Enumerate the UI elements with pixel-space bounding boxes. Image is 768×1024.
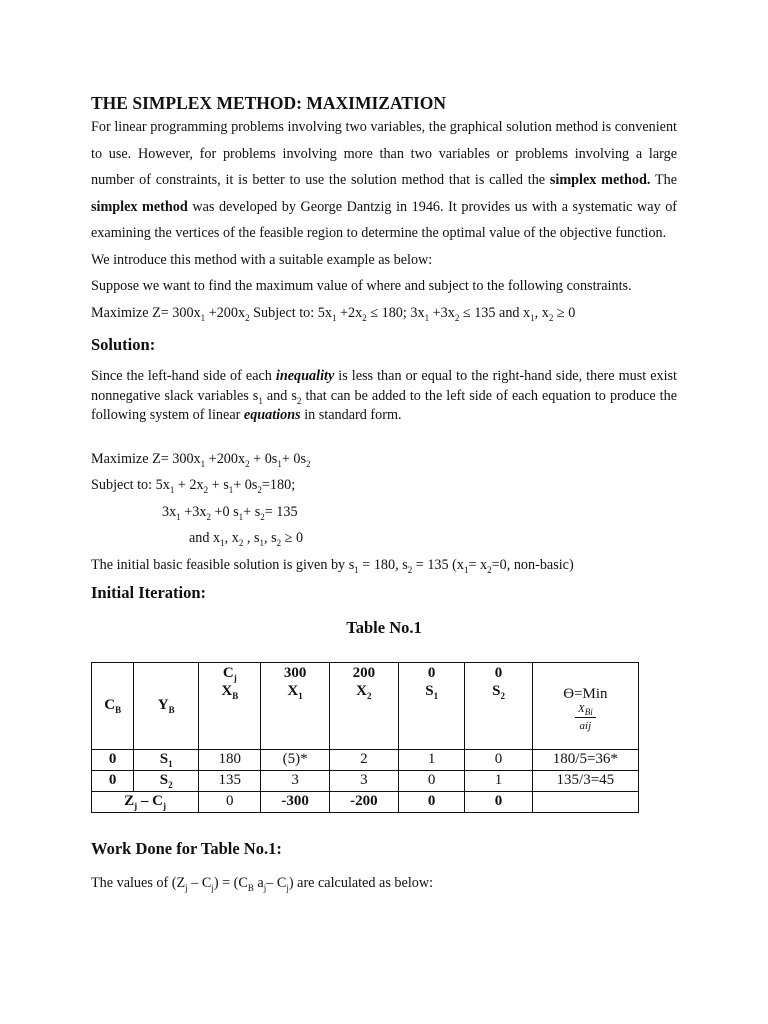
row-coef: 0 (465, 749, 532, 770)
nonnegativity-constraint: and $x_1$, $x_2$ , $s_1$, $s_2 \ge 0$ (189, 530, 304, 548)
var-header: $X_1$ (261, 683, 329, 749)
intro-text: The (650, 172, 678, 188)
yb-header: $Y_B$ (134, 663, 199, 750)
row-xb: 135 (199, 770, 261, 791)
zj-cj-row (92, 791, 639, 812)
zj-value: 0 (465, 791, 532, 812)
iteration-heading: Initial Iteration: (91, 583, 207, 602)
intro-line: Suppose we want to find the maximum value of where and subject to the following constraints. (91, 278, 632, 294)
row-xb: 180 (199, 749, 261, 770)
row-cb: 0 (92, 770, 134, 791)
var-header: $X_2$ (329, 683, 398, 749)
row-coef: 1 (398, 749, 464, 770)
intro-text: was developed by George Dantzig in 1946. It provides us with a systematic way of examining the vertices of the feasible region to determine the optimal value of the objective function. (91, 198, 678, 241)
var-header: $S_1$ (398, 683, 464, 749)
row-yb: $S_2$ (134, 770, 199, 791)
intro-paragraph (91, 114, 677, 247)
cost-value: 0 (398, 663, 464, 684)
row-ratio: 180/5=36* (532, 749, 638, 770)
work-line: The values of $(Z_j - C_j) = (C_B$ $a_j-$ $C_j$) are calculated as below: (91, 875, 434, 893)
row-cb: 0 (92, 749, 134, 770)
row-coef: (5)* (261, 749, 329, 770)
problem-statement: Maximize $Z= 300x_1 +200x_2$ Subject to: $5x_1 +2x_2 \le 180$; $3x_1 +3x_2 \le 135$ and $x_1$, $x_2 \ge 0$ (91, 304, 576, 323)
zj-value: -300 (261, 791, 329, 812)
intro-line: We introduce this method with a suitable example as below: (91, 251, 433, 268)
var-header: $S_2$ (465, 683, 532, 749)
objective-equation: Maximize $Z= 300x_1 +200x_2 + 0s_1+ 0s_2$ (91, 450, 311, 469)
table-caption: Table No.1 (346, 618, 422, 637)
zj-empty (532, 791, 638, 812)
cost-value: 200 (329, 663, 398, 684)
intro-bold: simplex method (91, 198, 188, 215)
solution-paragraph: Since the left-hand side of each inequality is less than or equal to the right-hand side, there must exist nonnegative slack variables $s_1$ and $s_2$ that can be added to the left side of each equation to produce the following system of linear equations in standard form. (91, 368, 678, 423)
cj-header: $C_j$ (199, 663, 261, 684)
row-coef: 3 (261, 770, 329, 791)
row-coef: 1 (465, 770, 532, 791)
cost-value: 0 (465, 663, 532, 684)
cost-value: 300 (261, 663, 329, 684)
document-body (91, 92, 677, 648)
row-coef: 2 (329, 749, 398, 770)
theta-header (532, 663, 638, 750)
row-coef: 0 (398, 770, 464, 791)
zj-value: 0 (398, 791, 464, 812)
constraint-equation-1: Subject to: $5x_1 + 2x_2 + s_1+ 0s_2=180$; (91, 477, 296, 495)
page-title: THE SIMPLEX METHOD: MAXIMIZATION (91, 93, 447, 113)
xb-header: $X_B$ (199, 683, 261, 749)
initial-bfs-line: The initial basic feasible solution is given by $s_1 = 180$, $s_2 = 135$ ($x_1= x_2=0$, non-basic) (91, 556, 574, 575)
zj-value: -200 (329, 791, 398, 812)
constraint-equation-2: $3x_1 +3x_2 +0$ $s_1+ s_2= 135$ (162, 503, 298, 522)
table-header-row-cost (92, 663, 639, 684)
intro-text: For linear programming problems involving two variables, the graphical solution method is convenient to use. However, for problems involving more than two variables or problems involving a large number of constraints, it is better to use the solution method that is called the (91, 119, 677, 188)
zj-value: 0 (199, 791, 261, 812)
row-coef: 3 (329, 770, 398, 791)
table-row (92, 770, 639, 791)
work-section (91, 838, 677, 897)
intro-bold: simplex method. (549, 172, 651, 188)
work-heading: Work Done for Table No.1: (91, 839, 282, 858)
table-row (92, 749, 639, 770)
theta-label: Ɵ=Min (563, 685, 608, 702)
row-yb: $S_1$ (134, 749, 199, 770)
zj-cj-label: $Z_j - C_j$ (92, 791, 199, 812)
simplex-table (91, 662, 639, 813)
solution-heading: Solution: (91, 335, 156, 354)
cb-header: $C_B$ (92, 663, 134, 750)
row-ratio: 135/3=45 (532, 770, 638, 791)
ratio-fraction: $\frac{X_{Bi}}{\text{aij}}$ (575, 703, 596, 732)
